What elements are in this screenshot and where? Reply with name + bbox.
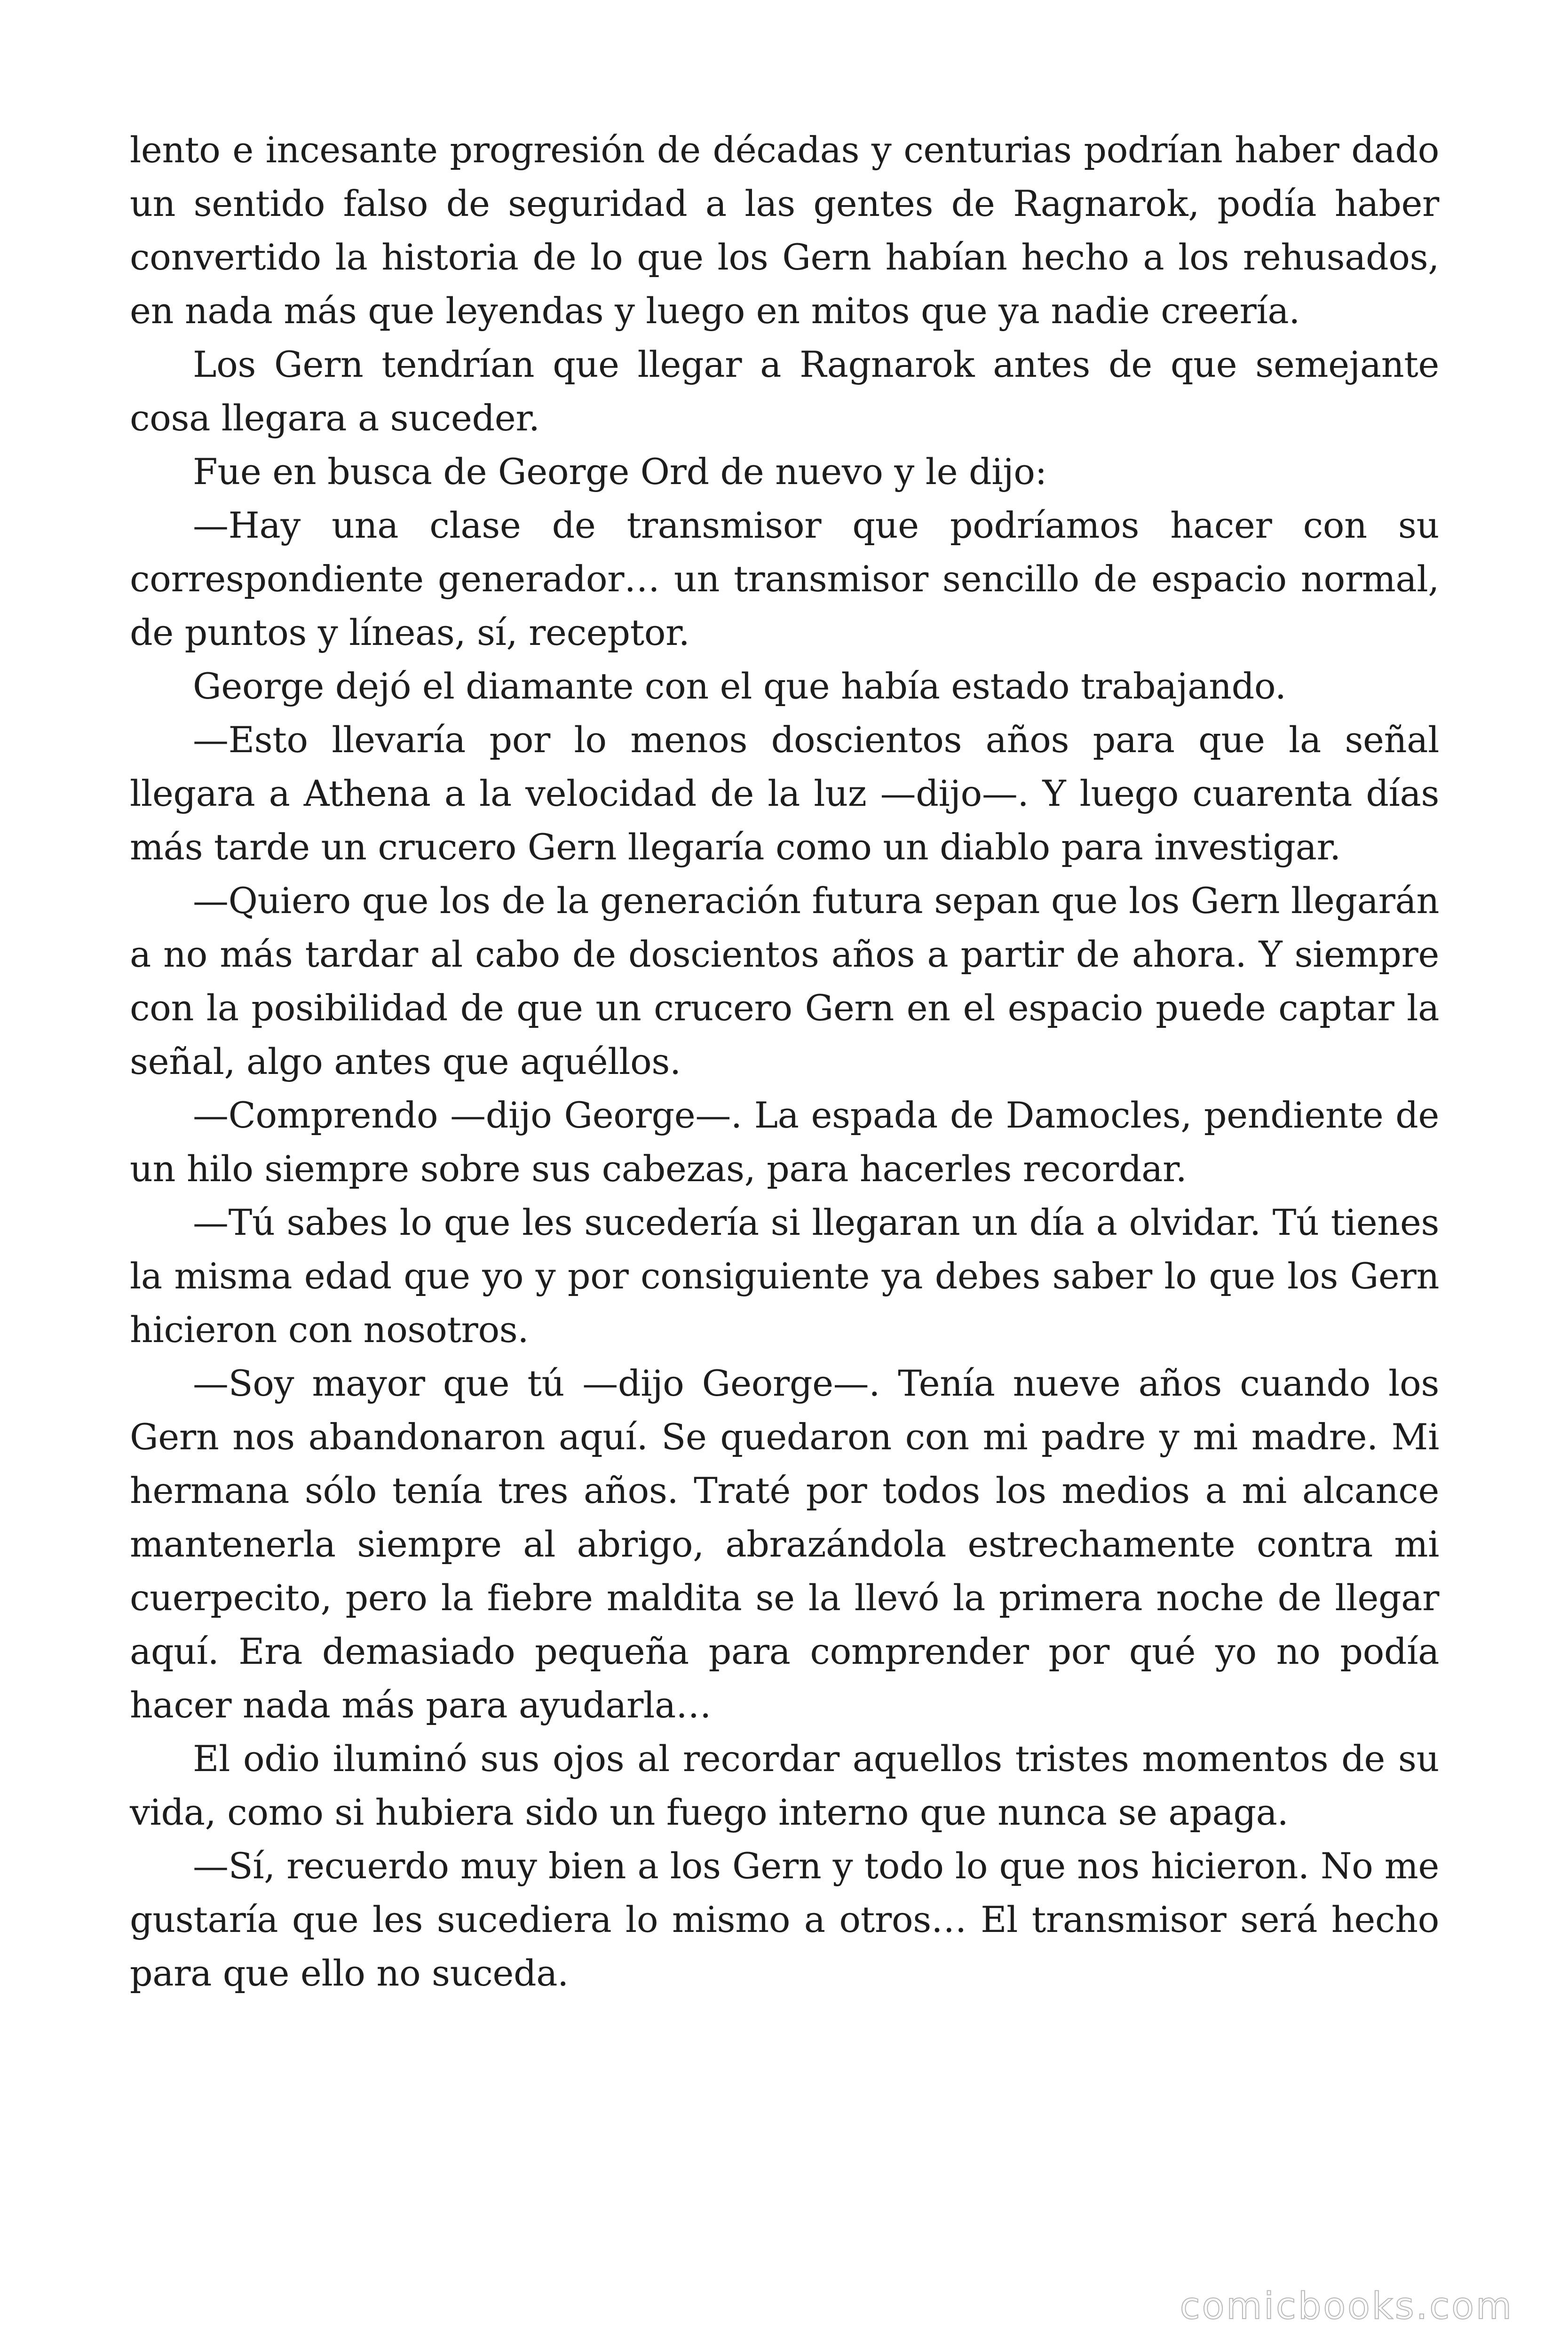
paragraph-5: George dejó el diamante con el que había estado trabajando. <box>193 665 1286 707</box>
paragraph-7: —Quiero que los de la generación futura sepan que los Gern llegarán a no más tardar al cabo de doscientos años a partir de ahora. Y siempre con la posibilidad de que un crucero Gern en el espacio puede captar la señal, algo antes que aquéllos. <box>130 880 1439 1082</box>
paragraph-10: —Soy mayor que tú —dijo George—. Tenía nueve años cuando los Gern nos abandonaron aquí. Se quedaron con mi padre y mi madre. Mi hermana sólo tenía tres años. Traté por todos los medios a mi alcance mantenerla siempre al abrigo, abrazándola estrechamente contra mi cuerpecito, pero la fiebre maldita se la llevó la primera noche de llegar aquí. Era demasiado pequeña para comprender por qué yo no podía hacer nada más para ayudarla… <box>130 1362 1439 1726</box>
paragraph-1: lento e incesante progresión de décadas y centurias podrían haber dado un sentido falso de seguridad a las gentes de Ragnarok, podía haber convertido la historia de lo que los Gern habían hecho a los rehusados, en nada más que leyendas y luego en mitos que ya nadie creería. <box>130 129 1439 332</box>
watermark: comicbooks.com <box>1180 2285 1513 2328</box>
paragraph-12: —Sí, recuerdo muy bien a los Gern y todo lo que nos hicieron. No me gustaría que les sucediera lo mismo a otros… El transmisor será hecho para que ello no suceda. <box>130 1845 1439 1994</box>
page-body <box>130 123 1439 2000</box>
paragraph-3: Fue en busca de George Ord de nuevo y le dijo: <box>193 451 1047 493</box>
paragraph-6: —Esto llevaría por lo menos doscientos años para que la señal llegara a Athena a la velocidad de la luz —dijo—. Y luego cuarenta días más tarde un crucero Gern llegaría como un diablo para investigar. <box>130 719 1439 868</box>
paragraph-4: —Hay una clase de transmisor que podríamos hacer con su correspondiente generador… un transmisor sencillo de espacio normal, de puntos y líneas, sí, receptor. <box>130 504 1439 653</box>
paragraph-8: —Comprendo —dijo George—. La espada de Damocles, pendiente de un hilo siempre sobre sus cabezas, para hacerles recordar. <box>130 1094 1439 1190</box>
paragraph-2: Los Gern tendrían que llegar a Ragnarok antes de que semejante cosa llegara a suceder. <box>130 343 1439 439</box>
paragraph-11: El odio iluminó sus ojos al recordar aquellos tristes momentos de su vida, como si hubiera sido un fuego interno que nunca se apaga. <box>130 1738 1439 1833</box>
paragraph-9: —Tú sabes lo que les sucedería si llegaran un día a olvidar. Tú tienes la misma edad que yo y por consiguiente ya debes saber lo que los Gern hicieron con nosotros. <box>130 1201 1439 1351</box>
